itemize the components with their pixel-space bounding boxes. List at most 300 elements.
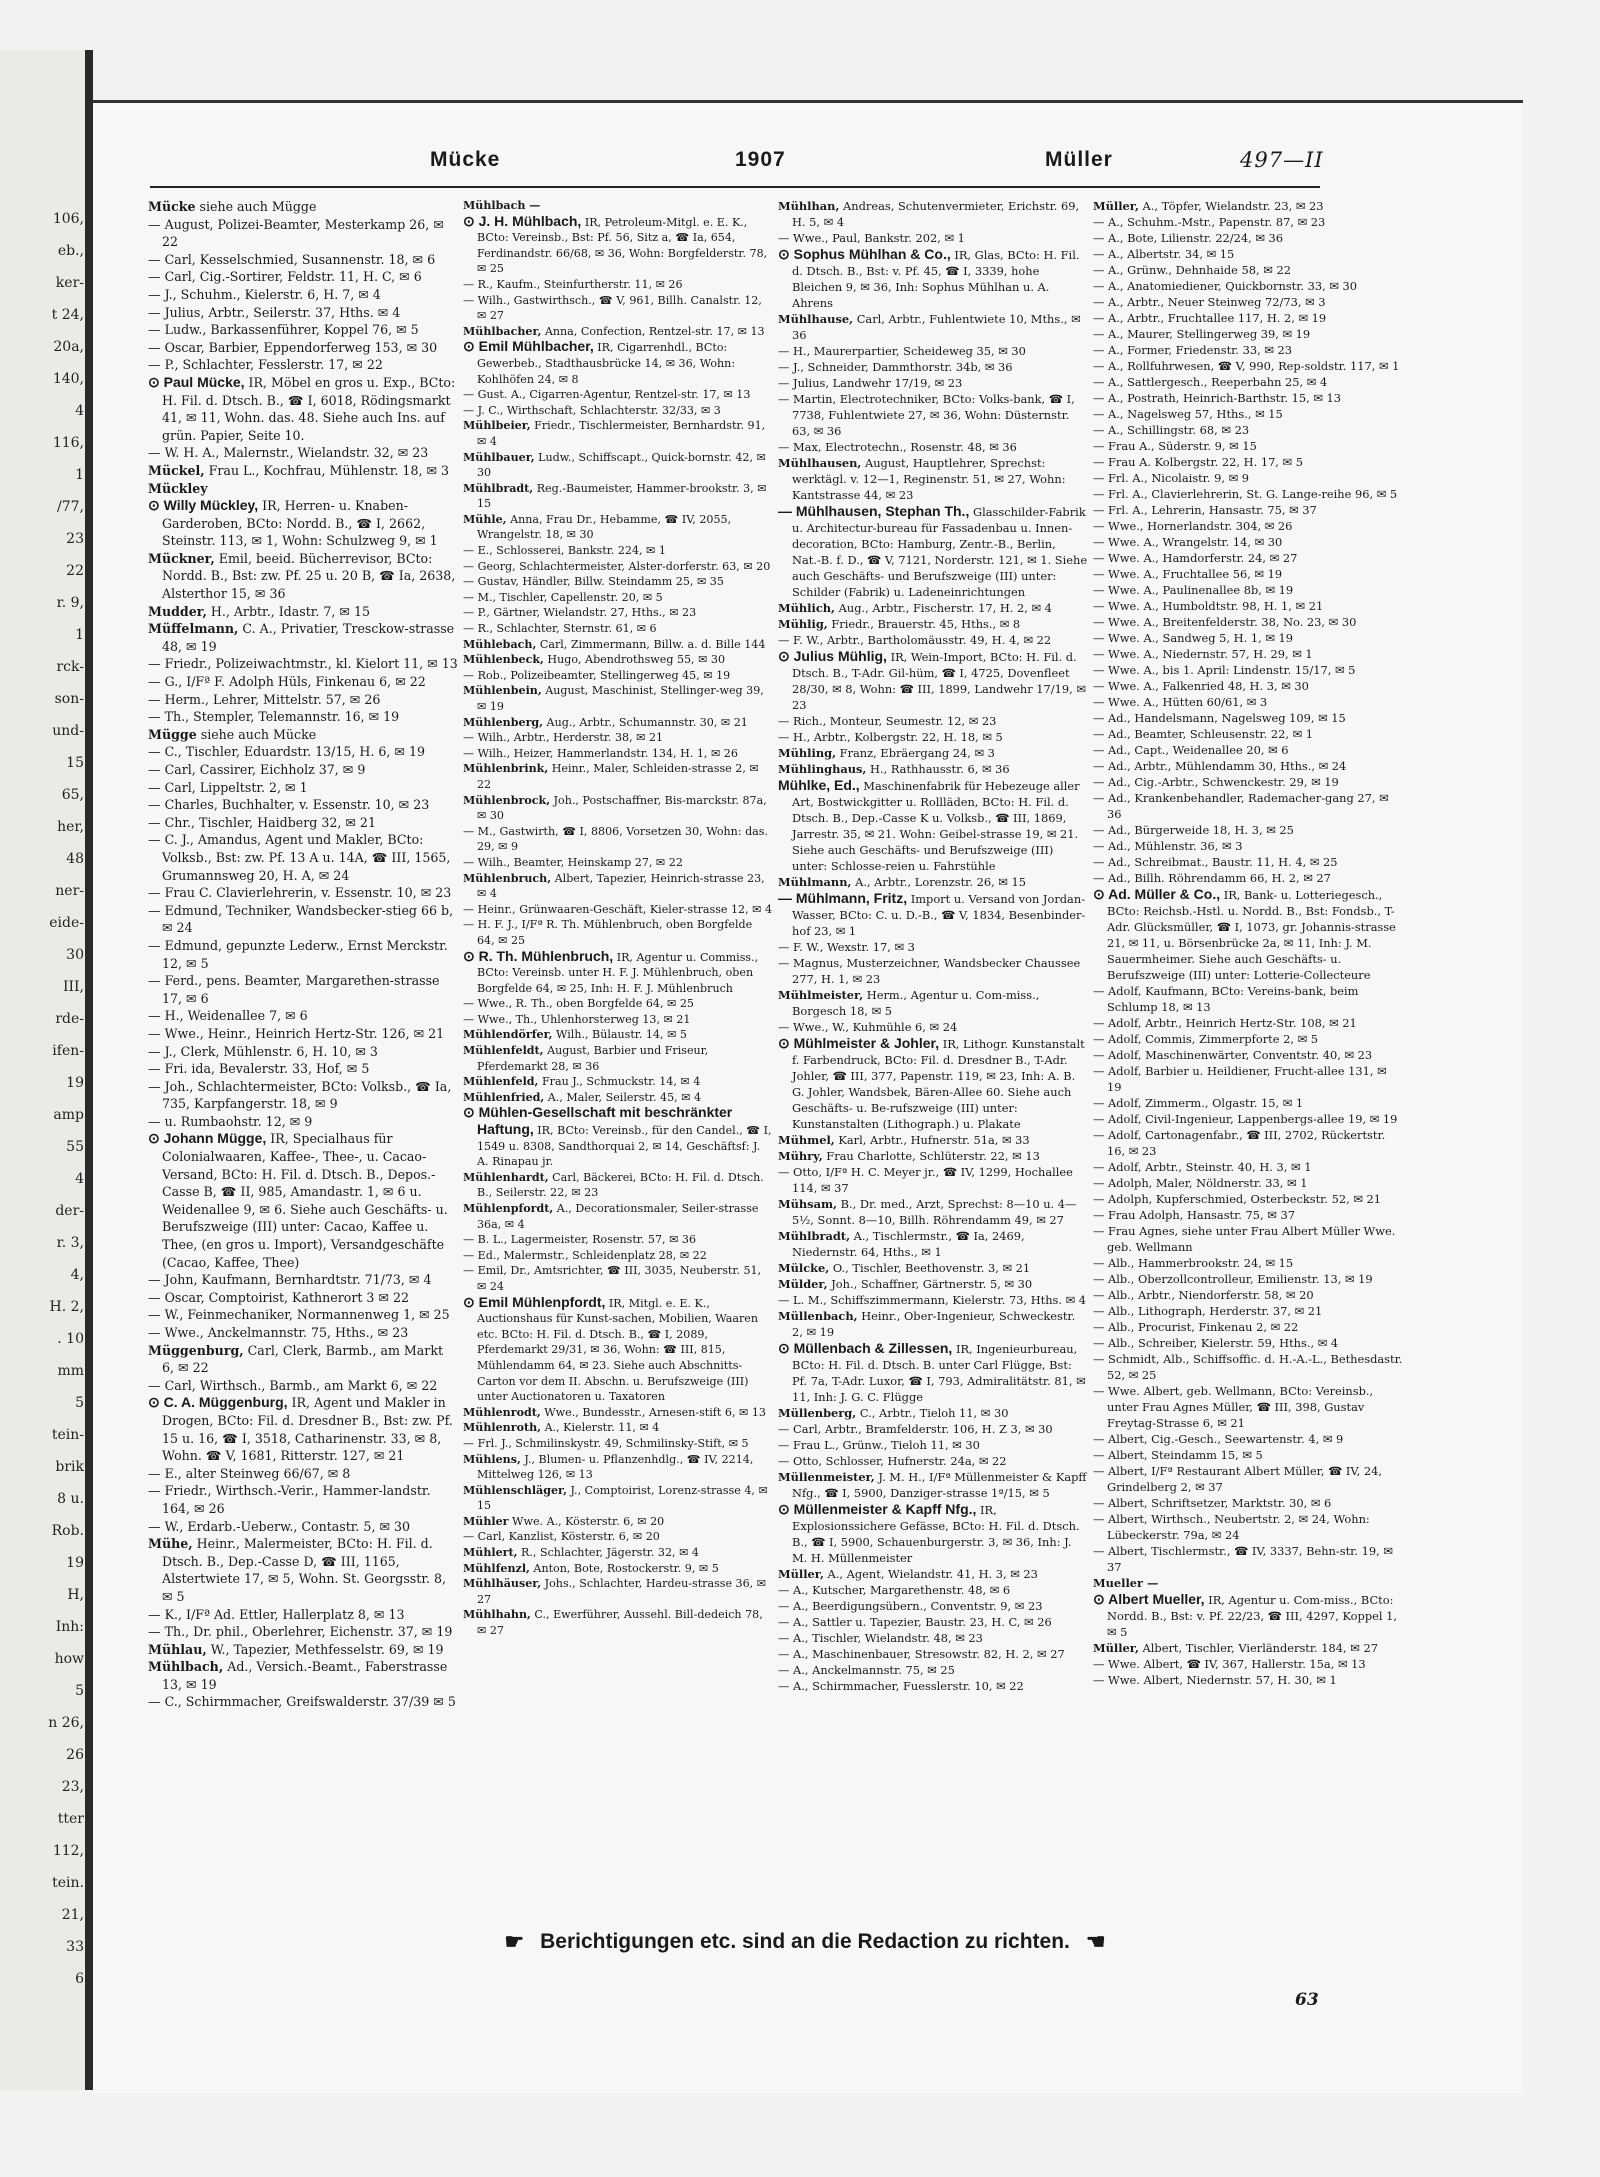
directory-entry [148,743,458,761]
directory-entry [148,779,458,797]
entry-details: — Chr., Tischler, Haidberg 32, ✉ 21 [148,814,376,830]
entry-surname: Mühle, [463,512,507,526]
directory-entry [778,1276,1088,1292]
edge-fragment: 23 [66,531,84,547]
entry-firm-name: ⊙ Willy Mückley, [148,497,259,514]
edge-fragment: Rob. [51,1523,84,1539]
entry-firm-name: ⊙ C. A. Müggenburg, [148,1394,288,1411]
directory-entry [1093,198,1403,214]
edge-fragment: 15 [66,755,84,771]
edge-fragment: 22 [66,563,84,579]
entry-surname: Mühlbach, [148,1659,224,1675]
entry-surname: Mühlenbein, [463,684,542,698]
entry-surname: Mühmel, [778,1133,835,1147]
directory-entry [1093,422,1403,438]
entry-details: H., Arbtr., Idastr. 7, ✉ 15 [206,603,371,619]
directory-entry [778,1035,1088,1132]
directory-entry [1093,454,1403,470]
entry-surname: Mühlhan, [778,199,840,213]
entry-details: R., Schlachter, Jägerstr. 32, ✉ 4 [517,1546,699,1560]
edge-fragment: 106, [52,211,84,227]
entry-details: — Frl. A., Lehrerin, Hansastr. 75, ✉ 37 [1093,503,1317,517]
entry-firm-name: ⊙ Johann Mügge, [148,1130,267,1147]
entry-surname: Mühlens, [463,1452,521,1466]
directory-entry [778,1019,1088,1035]
entry-details: — Frl. A., Nicolaistr. 9, ✉ 9 [1093,471,1250,485]
entry-details: — Frau Agnes, siehe unter Frau Albert Müller Wwe. geb. Wellmann [1093,1224,1396,1254]
directory-entry [463,621,773,637]
edge-fragment: r. 3, [56,1235,84,1251]
directory-entry [1093,1207,1403,1223]
entry-details: IR, Agentur u. Com-miss., BCto: Nordd. B., Bst: v. Pf. 22/23, ☎ III, 4297, Koppel 1, ✉ 5 [1107,1593,1397,1639]
entry-details: A., Arbtr., Lorenzstr. 26, ✉ 15 [851,875,1026,889]
directory-entry [463,824,773,855]
entry-details: — Otto, Schlosser, Hufnerstr. 24a, ✉ 22 [778,1454,1007,1468]
entry-details: — Albert, Cig.-Gesch., Seewartenstr. 4, ✉ 9 [1093,1432,1344,1446]
directory-entry [778,1421,1088,1437]
entry-details: — Adolf, Kaufmann, BCto: Vereins-bank, beim Schlump 18, ✉ 13 [1093,984,1359,1014]
directory-entry [148,216,458,251]
entry-details: — Edmund, Techniker, Wandsbecker-stieg 66 b, ✉ 24 [148,902,454,936]
entry-firm-name: ⊙ Julius Mühlig, [778,648,887,664]
directory-entry [463,996,773,1012]
directory-entry [778,777,1088,874]
edge-fragment: 6 [75,1971,84,1987]
entry-details: Aug., Arbtr., Schumannstr. 30, ✉ 21 [543,715,748,729]
entry-surname: Mühe, [148,1536,193,1552]
directory-entry [463,1090,773,1106]
entry-surname: Mühlig, [778,617,828,631]
directory-entry [148,1606,458,1624]
directory-entry [1093,1175,1403,1191]
directory-entry [463,574,773,590]
directory-entry [1093,1063,1403,1095]
directory-entry [778,616,1088,632]
entry-surname: Mühlau, [148,1641,207,1657]
directory-entry [463,450,773,481]
edge-fragment: eb., [57,243,84,259]
directory-entry [1093,1383,1403,1431]
edge-fragment: H, [67,1587,84,1603]
entry-details: — F. W., Wexstr. 17, ✉ 3 [778,940,915,954]
entry-details: IR, Ingenieurbureau, BCto: H. Fil. d. Dtsch. B. unter Carl Flügge, Bst: Pf. 7a, T-Adr. Luxor, ☎ I, 793, Admiralitätstr. 81, ✉ 11, Inh: J. G. C. Flügge [792,1342,1086,1404]
entry-details: — Edmund, gepunzte Lederw., Ernst Merckstr. 12, ✉ 5 [148,937,448,971]
directory-entry [778,343,1088,359]
entry-surname: Mudder, [148,603,207,619]
directory-entry [463,590,773,606]
directory-entry [463,1012,773,1028]
entry-details: — Ad., Handelsmann, Nagelsweg 109, ✉ 15 [1093,711,1346,725]
entry-surname: Mückley [148,480,208,496]
entry-details: A., Kielerstr. 11, ✉ 4 [541,1421,660,1435]
entry-details: — A., Sattler u. Tapezier, Baustr. 23, H. C, ✉ 26 [778,1615,1052,1629]
entry-details: — A., Albertstr. 34, ✉ 15 [1093,247,1235,261]
directory-entry [148,1025,458,1043]
edge-fragment: 8 u. [57,1491,84,1507]
entry-details: IR, Agent und Makler in Drogen, BCto: Fil. d. Dresdner B., Bst: zw. Pf. 15 u. 16, ☎ I, 3518, Catharinenstr. 33, ✉ 8, Wohn. ☎ V, 1681, Ritterstr. 127, ✉ 21 [162,1395,453,1464]
edge-fragment: . 10 [57,1331,84,1347]
entry-details: — Ad., Arbtr., Mühlendamm 30, Hths., ✉ 24 [1093,759,1347,773]
entry-surname: Müller, [1093,1641,1139,1655]
directory-entry [1093,710,1403,726]
edge-fragment: rck- [56,659,84,675]
entry-details: Albert, Tischler, Vierländerstr. 184, ✉ 27 [1138,1641,1378,1655]
entry-details: Albert, Tapezier, Heinrich-strasse 23, ✉ 4 [477,871,765,901]
entry-details: Joh., Schaffner, Gärtnerstr. 5, ✉ 30 [827,1277,1033,1291]
edge-fragment: 1 [75,627,84,643]
directory-entry [1093,614,1403,630]
directory-entry [148,814,458,832]
directory-entry [148,550,458,603]
directory-entry [148,480,458,498]
entry-details: — Wwe., W., Kuhmühle 6, ✉ 24 [778,1020,958,1034]
entry-firm-name: ⊙ Paul Mücke, [148,373,245,390]
entry-surname: Mühry, [778,1149,823,1163]
entry-details: — Frau A., Süderstr. 9, ✉ 15 [1093,439,1257,453]
entry-details: — Carl, Cassirer, Eichholz 37, ✉ 9 [148,762,366,777]
entry-details: — A., Schuhm.-Mstr., Papenstr. 87, ✉ 23 [1093,215,1326,229]
directory-entry [778,1662,1088,1678]
directory-entry [463,1420,773,1436]
directory-entry [778,729,1088,745]
entry-details: — Frau L., Grünw., Tieloh 11, ✉ 30 [778,1438,980,1452]
entry-surname: Mühlich, [778,601,836,615]
entry-details: Carl, Zimmermann, Billw. a. d. Bille 144 [536,637,766,651]
entry-surname: Mückner, [148,550,215,566]
entry-details: — Herm., Lehrer, Mittelstr. 57, ✉ 26 [148,691,381,707]
entry-details: — Wwe., Heinr., Heinrich Hertz-Str. 126, ✉ 21 [148,1025,445,1041]
directory-entry [1093,326,1403,342]
directory-entry [1093,534,1403,550]
directory-entry [778,1630,1088,1646]
directory-entry [1093,278,1403,294]
directory-entry [1093,1447,1403,1463]
directory-entry [1093,1672,1403,1688]
directory-entry [148,1535,458,1605]
entry-details: — H., Arbtr., Kolbergstr. 22, H. 18, ✉ 5 [778,730,1003,744]
directory-entry [778,1196,1088,1228]
entry-firm-name: ⊙ J. H. Mühlbach, [463,212,582,229]
entry-details: IR, Möbel en gros u. Exp., BCto: H. Fil. d. Dtsch. B., ☎ I, 6018, Rödingsmarkt 41, ✉ 11, Wohn. das. 48. Siehe auch Ins. auf grün. Papier, Seite 10. [162,374,456,443]
entry-surname: Mücke [148,199,196,214]
directory-entry [463,637,773,653]
entry-details: Carl, Clerk, Barmb., am Markt 6, ✉ 22 [162,1342,444,1376]
directory-entry [1093,1111,1403,1127]
directory-entry [463,746,773,762]
entry-details: — F. W., Arbtr., Bartholomäusstr. 49, H. 4, ✉ 22 [778,633,1052,647]
directory-entry [148,1658,458,1693]
entry-details: — C., Schirmmacher, Greifswalderstr. 37/39 ✉ 5 [148,1694,456,1710]
entry-details: — Frl. A., Clavierlehrerin, St. G. Lange-reihe 96, ✉ 5 [1093,487,1398,501]
directory-entry [463,668,773,684]
directory-column-3 [778,198,1088,1738]
directory-entry [148,691,458,709]
directory-entry [148,708,458,726]
entry-details: J., Comptoirist, Lorenz-strasse 4, ✉ 15 [477,1483,768,1513]
entry-details: — W., Feinmechaniker, Normannenweg 1, ✉ 25 [148,1307,450,1323]
entry-details: — Wwe. A., Breitenfelderstr. 38, No. 23, ✉ 30 [1093,615,1357,629]
directory-entry [1093,294,1403,310]
entry-details: — Julius, Arbtr., Seilerstr. 37, Hths. ✉ 4 [148,304,401,320]
entry-details: J., Blumen- u. Pflanzenhdlg., ☎ IV, 2214, Mittelweg 126, ✉ 13 [477,1452,754,1482]
edge-fragment: 5 [75,1395,84,1411]
directory-entry [778,1566,1088,1582]
entry-details: — Ad., Cig.-Arbtr., Schwenckestr. 29, ✉ 19 [1093,775,1339,789]
directory-entry [1093,486,1403,502]
entry-details: — Wwe. Albert, ☎ IV, 367, Hallerstr. 15a, ✉ 13 [1093,1657,1366,1671]
directory-entry [463,652,773,668]
directory-entry [148,673,458,691]
entry-details: — H., Maurerpartier, Scheideweg 35, ✉ 30 [778,344,1026,358]
edge-fragment: n 26, [48,1715,84,1731]
directory-entry [1093,870,1403,886]
entry-details: Andreas, Schutenvermieter, Erichstr. 69, H. 5, ✉ 4 [792,199,1080,229]
directory-entry [778,1340,1088,1405]
directory-entry [1093,1575,1403,1591]
directory-entry [1093,438,1403,454]
entry-surname: Mühlendörfer, [463,1028,553,1042]
entry-details: IR, Lithogr. Kunstanstalt f. Farbendruck, BCto: Fil. d. Dresdner B., T-Adr. Johler, ☎ III, 377, Papenstr. 119, ✉ 23, Inh: A. B. G. Johler, Wandsbek, Bären-Allee 60. Siehe auch Geschäfts- u. Be-rufszweige (III) unter: Kunstanstalten (Lithograph.) u. Plakate [792,1037,1085,1131]
entry-details: — Ad., Mühlenstr. 36, ✉ 3 [1093,839,1243,853]
entry-details: Ludw., Schiffscapt., Quick-bornstr. 42, ✉ 30 [477,450,766,480]
edge-fragment: 4 [75,1171,84,1187]
entry-details: Anton, Bote, Rostockerstr. 9, ✉ 5 [529,1561,719,1575]
directory-entry [148,1007,458,1025]
directory-entry [148,1113,458,1131]
entry-details: — Alb., Schreiber, Kielerstr. 59, Hths., ✉ 4 [1093,1336,1339,1350]
directory-entry [1093,1095,1403,1111]
directory-entry [148,603,458,621]
directory-entry [1093,502,1403,518]
entry-details: — Adolf, Civil-Ingenieur, Lappenbergs-allee 19, ✉ 19 [1093,1112,1398,1126]
entry-details: — Ad., Bürgerweide 18, H. 3, ✉ 25 [1093,823,1294,837]
entry-details: — Wilh., Beamter, Heinskamp 27, ✉ 22 [463,855,683,869]
entry-details: IR, Petroleum-Mitgl. e. E. K., BCto: Vereinsb., Bst: Pf. 56, Sitz a, ☎ Ia, 654, Ferdinandstr. 66/68, ✉ 36, Wohn: Borgfelderstr. 78, ✉ 25 [477,215,768,276]
entry-details: Wwe., Bundesstr., Arnesen-stift 6, ✉ 13 [540,1405,766,1419]
entry-details: Carl, Bäckerei, BCto: H. Fil. d. Dtsch. B., Seilerstr. 22, ✉ 23 [477,1170,764,1200]
directory-entry [1093,470,1403,486]
directory-entry [1093,1656,1403,1672]
entry-details: — Wwe. A., Hamdorferstr. 24, ✉ 27 [1093,551,1298,565]
directory-entry [463,1105,773,1169]
entry-surname: Müllenbach, [778,1309,858,1323]
edge-fragment: 65, [61,787,84,803]
entry-details: — Wwe., Th., Uhlenhorsterweg 13, ✉ 21 [463,1012,691,1026]
header-year: 1907 [735,148,786,171]
entry-details: — Carl, Cig.-Sortirer, Feldstr. 11, H. C, ✉ 6 [148,269,422,285]
directory-entry [148,761,458,779]
entry-details: — Alb., Procurist, Finkenau 2, ✉ 22 [1093,1320,1299,1334]
directory-entry [1093,342,1403,358]
directory-entry [463,1232,773,1248]
directory-entry [148,462,458,480]
directory-entry [778,1614,1088,1630]
entry-details: — Wwe. A., Fruchtallee 56, ✉ 19 [1093,567,1283,581]
entry-details: — Ad., Capt., Weidenallee 20, ✉ 6 [1093,743,1289,757]
entry-details: IR, Herren- u. Knaben-Garderoben, BCto: Nordd. B., ☎ I, 2662, Steinstr. 113, ✉ 1, Wohn: Schulzweg 9, ✉ 1 [162,498,438,549]
entry-details: — Otto, I/Fª H. C. Meyer jr., ☎ IV, 1299, Hochallee 114, ✉ 37 [778,1165,1073,1195]
directory-entry [778,890,1088,939]
directory-entry [1093,838,1403,854]
header-rule [150,186,1320,188]
entry-details: — Wwe., Paul, Bankstr. 202, ✉ 1 [778,231,965,245]
entry-details: IR, Specialhaus für Colonialwaaren, Kaffee-, Thee-, u. Cacao-Versand, BCto: H. Fil. d. Dtsch. B., Depos.-Casse B, ☎ II, 985, Amandastr. 1, ✉ 6 u. Weidenallee 9, ✉ 6. Siehe auch Geschäfts- u. Berufszweige (III) unter: Cacao, Kaffee u. Thee, (en gros u. Import), Versandgeschäfte (Cacao, Kaffee, Thee) [162,1131,448,1270]
directory-entry [778,1598,1088,1614]
directory-entry [148,1043,458,1061]
entry-details: C. A., Privatier, Tresckow-strasse 48, ✉ 19 [162,621,455,654]
entry-details: — Schmidt, Alb., Schiffsoffic. d. H.-A.-L., Bethesdastr. 52, ✉ 25 [1093,1352,1403,1382]
entry-details: IR, Explosionssichere Gefässe, BCto: H. Fil. d. Dtsch. B., ☎ I, 5900, Schauenburgerstr. 3, ✉ 36, Inh: J. M. H. Müllenmeister [792,1503,1080,1565]
folio-number: 63 [1295,1990,1319,2010]
entry-details: O., Tischler, Beethovenstr. 3, ✉ 21 [829,1261,1031,1275]
entry-details: — Carl, Lippeltstr. 2, ✉ 1 [148,779,308,795]
directory-entry [778,198,1088,230]
entry-details: — A., Anckelmannstr. 75, ✉ 25 [778,1663,955,1677]
entry-details: — Wwe. Albert, Niedernstr. 57, H. 30, ✉ 1 [1093,1673,1337,1687]
entry-details: — P., Gärtner, Wielandstr. 27, Hths., ✉ 23 [463,606,697,620]
entry-details: Frau Charlotte, Schlüterstr. 22, ✉ 13 [822,1149,1040,1163]
entry-details: Karl, Arbtr., Hufnerstr. 51a, ✉ 33 [834,1133,1030,1147]
entry-details: — P., Schlachter, Fesslerstr. 17, ✉ 22 [148,357,383,373]
entry-details: Heinr., Ober-Ingenieur, Schweckestr. 2, ✉ 19 [792,1309,1076,1339]
directory-entry [463,683,773,714]
directory-entry [778,1148,1088,1164]
entry-details: Johs., Schlachter, Hardeu-strasse 36, ✉ 27 [477,1577,767,1606]
directory-entry [778,745,1088,761]
directory-entry [1093,1303,1403,1319]
entry-details: — W. H. A., Malernstr., Wielandstr. 32, ✉ 23 [148,445,429,461]
entry-details: — A., Arbtr., Fruchtallee 117, H. 2, ✉ 19 [1093,311,1327,325]
directory-entry [148,1078,458,1113]
directory-entry [148,1394,458,1464]
directory-entry [778,1678,1088,1694]
entry-details: Import u. Versand von Jordan-Wasser, BCto: C. u. D.-B., ☎ V, 1834, Besenbinder-hof 23, ✉ 1 [792,892,1086,938]
directory-entry [778,359,1088,375]
edge-fragment: 4, [70,1267,84,1283]
directory-entry [778,439,1088,455]
directory-entry [778,455,1088,503]
edge-fragment: t 24, [51,307,84,323]
entry-details: J. M. H., I/Fª Müllenmeister & Kapff Nfg., ☎ I, 5900, Danziger-strasse 1ª/15, ✉ 5 [792,1470,1087,1500]
directory-entry [148,1289,458,1307]
entry-surname: Müggenburg, [148,1342,244,1358]
entry-surname: Mühlbradt, [778,1229,851,1243]
entry-details: — Adolf, Cartonagenfabr., ☎ III, 2702, Rückertstr. 16, ✉ 23 [1093,1128,1386,1158]
edge-fragment: brik [55,1459,84,1475]
directory-entry [463,1545,773,1561]
entry-details: W., Tapezier, Methfesselstr. 69, ✉ 19 [206,1641,444,1657]
directory-entry [778,503,1088,600]
directory-entry [463,1201,773,1232]
directory-entry [148,1465,458,1483]
directory-entry [148,1518,458,1536]
entry-firm-name: ⊙ Mühlmeister & Johler, [778,1035,940,1051]
entry-details: A., Decorationsmaler, Seiler-strasse 36a, ✉ 4 [477,1202,759,1231]
directory-entry [778,1228,1088,1260]
directory-entry [1093,1159,1403,1175]
entry-details: — u. Rumbaohstr. 12, ✉ 9 [148,1113,313,1129]
directory-entry [1093,726,1403,742]
directory-entry [1093,406,1403,422]
directory-column-1 [148,198,458,1738]
entry-details: A., Töpfer, Wielandstr. 23, ✉ 23 [1138,199,1324,213]
entry-firm-name: Mühlke, Ed., [778,777,860,793]
entry-surname: Mühlenfeld, [463,1075,539,1089]
entry-details: — Heinr., Grünwaaren-Geschäft, Kieler-strasse 12, ✉ 4 [463,902,773,916]
directory-entry [148,902,458,937]
directory-entry [463,715,773,731]
directory-entry [778,246,1088,311]
edge-fragment: 48 [66,851,84,867]
entry-details: — J., Clerk, Mühlenstr. 6, H. 10, ✉ 3 [148,1043,378,1059]
entry-details: — Julius, Landwehr 17/19, ✉ 23 [778,376,963,390]
directory-entry [463,793,773,824]
directory-entry [1093,262,1403,278]
directory-entry [1093,1511,1403,1543]
directory-entry [1093,983,1403,1015]
entry-details: — Alb., Lithograph, Herderstr. 37, ✉ 21 [1093,1304,1323,1318]
entry-details: Herm., Agentur u. Com-miss., Borgesch 18, ✉ 5 [792,988,1040,1018]
directory-entry [463,387,773,403]
directory-entry [1093,1319,1403,1335]
entry-details: Maschinenfabrik für Hebezeuge aller Art, Bostwickgitter u. Rollläden, BCto: H. Fil. d. Dtsch. B., Dep.-Casse K u. Volksb., ☎ III, 1869, Jarrestr. 35, ✉ 21. Wohn: Geibel-strasse 19, ✉ 21. Siehe auch Geschäfts- und Berufszweige (III) unter: Schlosse-reien u. Fahrstühle [792,779,1080,873]
entry-details: — Wwe. A., Wrangelstr. 14, ✉ 30 [1093,535,1283,549]
entry-details: — Alb., Arbtr., Niendorferstr. 58, ✉ 20 [1093,1288,1314,1302]
entry-firm-name: ⊙ R. Th. Mühlenbruch, [463,947,614,964]
entry-details: — Adolf, Arbtr., Heinrich Hertz-Str. 108, ✉ 21 [1093,1016,1357,1030]
edge-fragment: 33 [66,1939,84,1955]
edge-fragment: tein- [51,1427,84,1443]
entry-details: — Gust. A., Cigarren-Agentur, Rentzel-str. 17, ✉ 13 [463,388,751,402]
header-left-keyword: Mücke [430,148,501,171]
entry-details: — J., Schneider, Dammthorstr. 34b, ✉ 36 [778,360,1013,374]
entry-details: Hugo, Abendrothsweg 55, ✉ 30 [543,653,726,667]
edge-fragment: ner- [55,883,84,899]
entry-details: — A., Schillingstr. 68, ✉ 23 [1093,423,1250,437]
entry-details: — A., Sattlergesch., Reeperbahn 25, ✉ 4 [1093,375,1328,389]
entry-details: IR, Cigarrenhdl., BCto: Gewerbeb., Stadthausbrücke 14, ✉ 36, Wohn: Kohlhöfen 24, ✉ 8 [477,341,736,386]
directory-entry [1093,1191,1403,1207]
directory-entry [148,304,458,322]
entry-surname: Mühlenberg, [463,715,544,729]
entry-details: — Oscar, Comptoirist, Kathnerort 3 ✉ 22 [148,1289,409,1305]
entry-surname: Mühlfenzl, [463,1561,530,1575]
directory-entry [778,939,1088,955]
entry-details: A., Agent, Wielandstr. 41, H. 3, ✉ 23 [823,1567,1038,1581]
entry-details: — A., Former, Friedenstr. 33, ✉ 23 [1093,343,1293,357]
directory-entry [1093,1351,1403,1383]
directory-entry [148,620,458,655]
entry-surname: Mühlhahn, [463,1608,531,1622]
entry-firm-name: ⊙ Müllenmeister & Kapff Nfg., [778,1501,977,1517]
directory-entry [778,1501,1088,1566]
directory-entry [1093,678,1403,694]
entry-details: IR, Bank- u. Lotteriegesch., BCto: Reichsb.-Hstl. u. Nordd. B., Bst: Fondsb., T-Adr. Glücksmüller, ☎ I, 1073, gr. Johannis-strasse 21, ✉ 11, u. Börsenbrücke 2a, ✉ 11, Inh: J. M. Sauermheimer. Siehe auch Geschäfts- u. Berufszweige (III) unter: Lotterie-Collecteure [1107,888,1396,982]
entry-details: siehe auch Mücke [196,726,317,742]
directory-entry [148,497,458,550]
entry-details: — Emil, Dr., Amtsrichter, ☎ III, 3035, Neuberstr. 51, ✉ 24 [463,1264,762,1293]
entry-details: — A., Schirmmacher, Fuesslerstr. 10, ✉ 22 [778,1679,1024,1693]
pointing-hand-right-icon: ☛ [504,1929,525,1954]
directory-entry [463,1514,773,1530]
edge-fragment: eide- [49,915,84,931]
directory-entry [1093,1495,1403,1511]
directory-entry [778,955,1088,987]
directory-entry [1093,246,1403,262]
directory-entry [148,1130,458,1271]
entry-surname: Mühlmeister, [778,988,864,1002]
entry-details: — M., Gastwirth, ☎ I, 8806, Vorsetzen 30, Wohn: das. 29, ✉ 9 [463,824,769,854]
